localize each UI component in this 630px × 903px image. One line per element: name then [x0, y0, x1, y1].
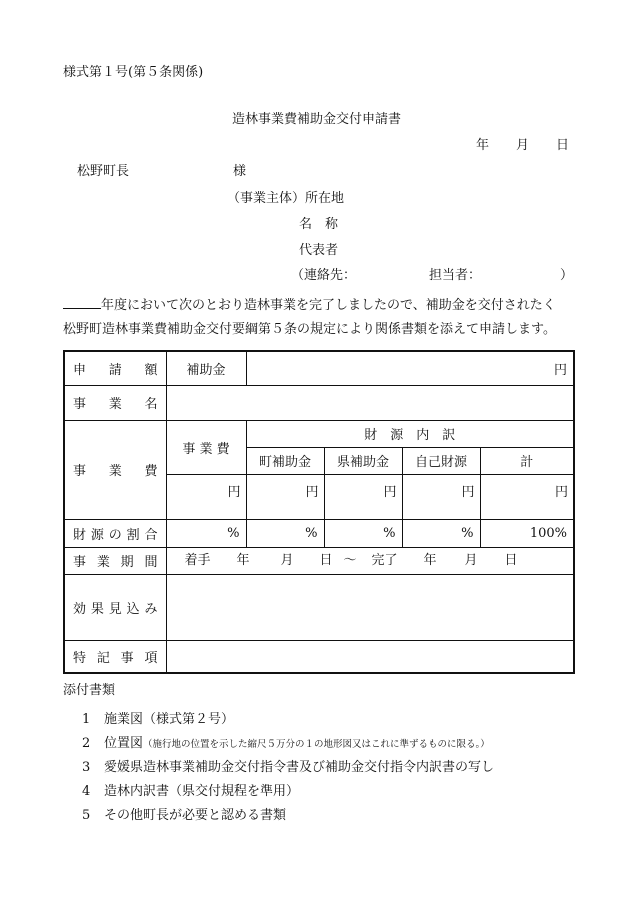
addressee-honorific: 様 — [233, 164, 247, 179]
period-start-day: 日 — [319, 552, 333, 568]
row-special-notes — [64, 640, 574, 673]
own-funds-value-cell[interactable]: 円 — [402, 474, 480, 519]
expected-effect-cell[interactable] — [166, 574, 574, 640]
body-line-2: 松野町造林事業費補助金交付要綱第５条の規定により関係書類を添えて申請します。 — [63, 322, 556, 337]
breakdown-header: 財 源 内 訳 — [246, 420, 574, 447]
label-project-name: 事 業 名 — [64, 385, 166, 420]
town-ratio-cell[interactable]: % — [246, 519, 324, 547]
body-line-1 — [63, 298, 556, 312]
period-start-label: 着手 — [184, 552, 211, 568]
label-fund-ratio: 財 源 の 割 合 — [64, 519, 166, 547]
attachment-item: 5 その他町長が必要と認める書類 — [82, 808, 287, 823]
label-expected-effect: 効 果 見 込 み — [64, 574, 166, 640]
total-value-cell[interactable]: 円 — [480, 474, 574, 519]
own-ratio-cell[interactable]: % — [402, 519, 480, 547]
period-end-day: 日 — [504, 552, 518, 568]
attachment-item: 1 施業図（様式第２号） — [82, 712, 235, 727]
applicant-representative-label: 代表者 — [299, 243, 339, 258]
period-end-label: 完了 — [371, 552, 398, 568]
row-expected-effect — [64, 574, 574, 640]
application-table — [63, 350, 575, 674]
period-tilde: 〜 — [343, 552, 357, 568]
col-town-subsidy: 町補助金 — [246, 447, 324, 474]
row-fund-ratio — [64, 519, 574, 547]
attachment-item: 2 位置図（施行地の位置を示した縮尺５万分の１の地形図又はこれに準ずるものに限る。） — [82, 736, 490, 751]
total-ratio-cell: 100% — [480, 519, 574, 547]
amount-yen-cell[interactable] — [246, 351, 574, 385]
row-application-amount — [64, 351, 574, 385]
body-line-1-text: 年度において次のとおり造林事業を完了しましたので、補助金を交付されたく — [101, 298, 556, 313]
col-total: 計 — [480, 447, 574, 474]
col-own-funds: 自己財源 — [402, 447, 480, 474]
cost-value-cell[interactable]: 円 — [166, 474, 246, 519]
special-notes-cell[interactable] — [166, 640, 574, 673]
date-month: 月 — [516, 138, 530, 153]
cost-ratio-cell[interactable]: % — [166, 519, 246, 547]
fiscal-year-blank — [63, 298, 101, 309]
form-number: 様式第１号(第５条関係) — [63, 65, 204, 80]
attachment-item: 3 愛媛県造林事業補助金交付指令書及び補助金交付指令内訳書の写し — [82, 760, 495, 775]
town-subsidy-value-cell[interactable]: 円 — [246, 474, 324, 519]
period-end-year: 年 — [423, 552, 437, 568]
contact-close-paren: ） — [560, 268, 574, 283]
pref-ratio-cell[interactable]: % — [324, 519, 402, 547]
yen-unit: 円 — [554, 362, 568, 378]
date-year: 年 — [476, 138, 490, 153]
pref-subsidy-value-cell[interactable]: 円 — [324, 474, 402, 519]
attachments-heading: 添付書類 — [63, 683, 116, 698]
project-name-cell[interactable] — [166, 385, 574, 420]
addressee-name: 松野町長 — [77, 164, 130, 179]
label-project-cost: 事 業 費 — [64, 420, 166, 519]
person-in-charge-label: 担当者： — [429, 268, 482, 283]
contact-label: （連絡先： — [291, 268, 357, 283]
document-title: 造林事業費補助金交付申請書 — [232, 112, 402, 127]
label-application-amount: 申 請 額 — [64, 351, 166, 385]
col-pref-subsidy: 県補助金 — [324, 447, 402, 474]
label-project-period: 事 業 期 間 — [64, 547, 166, 574]
row-project-period — [64, 547, 574, 574]
subsidy-label: 補助金 — [166, 351, 246, 385]
applicant-address-label: （事業主体）所在地 — [227, 191, 345, 206]
label-special-notes: 特 記 事 項 — [64, 640, 166, 673]
project-period-cell[interactable] — [166, 547, 574, 574]
cost-header: 事 業 費 — [166, 420, 246, 474]
row-project-name — [64, 385, 574, 420]
period-start-month: 月 — [280, 552, 294, 568]
attachment-note: （施行地の位置を示した縮尺５万分の１の地形図又はこれに準ずるものに限る。） — [143, 739, 490, 750]
date-day: 日 — [556, 138, 570, 153]
row-cost-header — [64, 420, 574, 447]
applicant-name-label: 名 称 — [299, 217, 339, 232]
attachment-item: 4 造林内訳書（県交付規程を準用） — [82, 784, 300, 799]
period-end-month: 月 — [464, 552, 478, 568]
period-start-year: 年 — [236, 552, 250, 568]
